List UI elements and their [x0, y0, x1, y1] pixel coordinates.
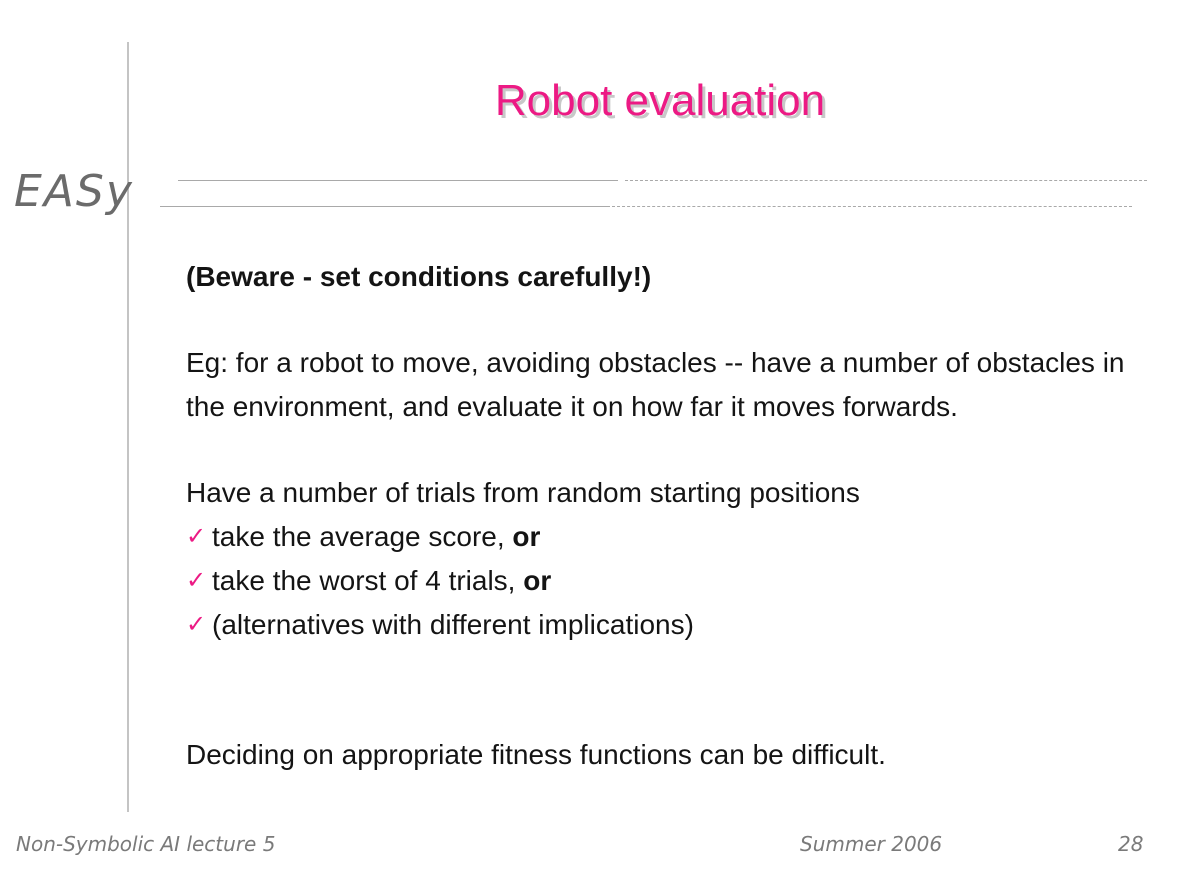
- bullet-emphasis: or: [523, 565, 552, 596]
- footer-lecture: Non-Symbolic AI lecture 5: [16, 832, 276, 856]
- slide-body: [186, 255, 1146, 777]
- check-icon: ✓: [186, 567, 207, 594]
- bullet-label: (alternatives with different implications): [212, 609, 694, 640]
- header-rule-bottom-solid: [160, 206, 610, 207]
- title-container: [160, 76, 1160, 126]
- footer-term: Summer 2006: [800, 832, 943, 856]
- spacer: [186, 647, 1146, 733]
- bullet-text: [212, 603, 694, 647]
- bullet-label: take the average score,: [212, 521, 513, 552]
- page-number: 28: [1118, 832, 1144, 856]
- conclusion-text: Deciding on appropriate fitness functions can be difficult.: [186, 739, 886, 770]
- header-rule-bottom-dashed: [612, 206, 1132, 207]
- bullet-emphasis: or: [512, 521, 541, 552]
- bullet-text: [212, 559, 551, 603]
- check-icon: ✓: [186, 611, 207, 638]
- check-icon: ✓: [186, 523, 207, 550]
- easy-logo: EASy: [14, 166, 134, 217]
- header-rule-top-dashed: [625, 180, 1147, 181]
- left-vertical-rule: [127, 42, 129, 812]
- spacer: [186, 429, 1146, 471]
- bullet-item: [186, 603, 1146, 647]
- bullet-item: [186, 515, 1146, 559]
- header-rule-top-solid: [178, 180, 618, 181]
- trials-intro-text: Have a number of trials from random starting positions: [186, 477, 860, 508]
- bullet-label: take the worst of 4 trials,: [212, 565, 524, 596]
- bullet-item: [186, 559, 1146, 603]
- warning-text: (Beware - set conditions carefully!): [186, 261, 652, 292]
- bullet-text: [212, 515, 540, 559]
- spacer: [186, 299, 1146, 341]
- slide-title: Robot evaluation: [494, 76, 826, 125]
- example-text: Eg: for a robot to move, avoiding obstacles -- have a number of obstacles in the environment, and evaluate it on how far it moves forwards.: [186, 347, 1125, 422]
